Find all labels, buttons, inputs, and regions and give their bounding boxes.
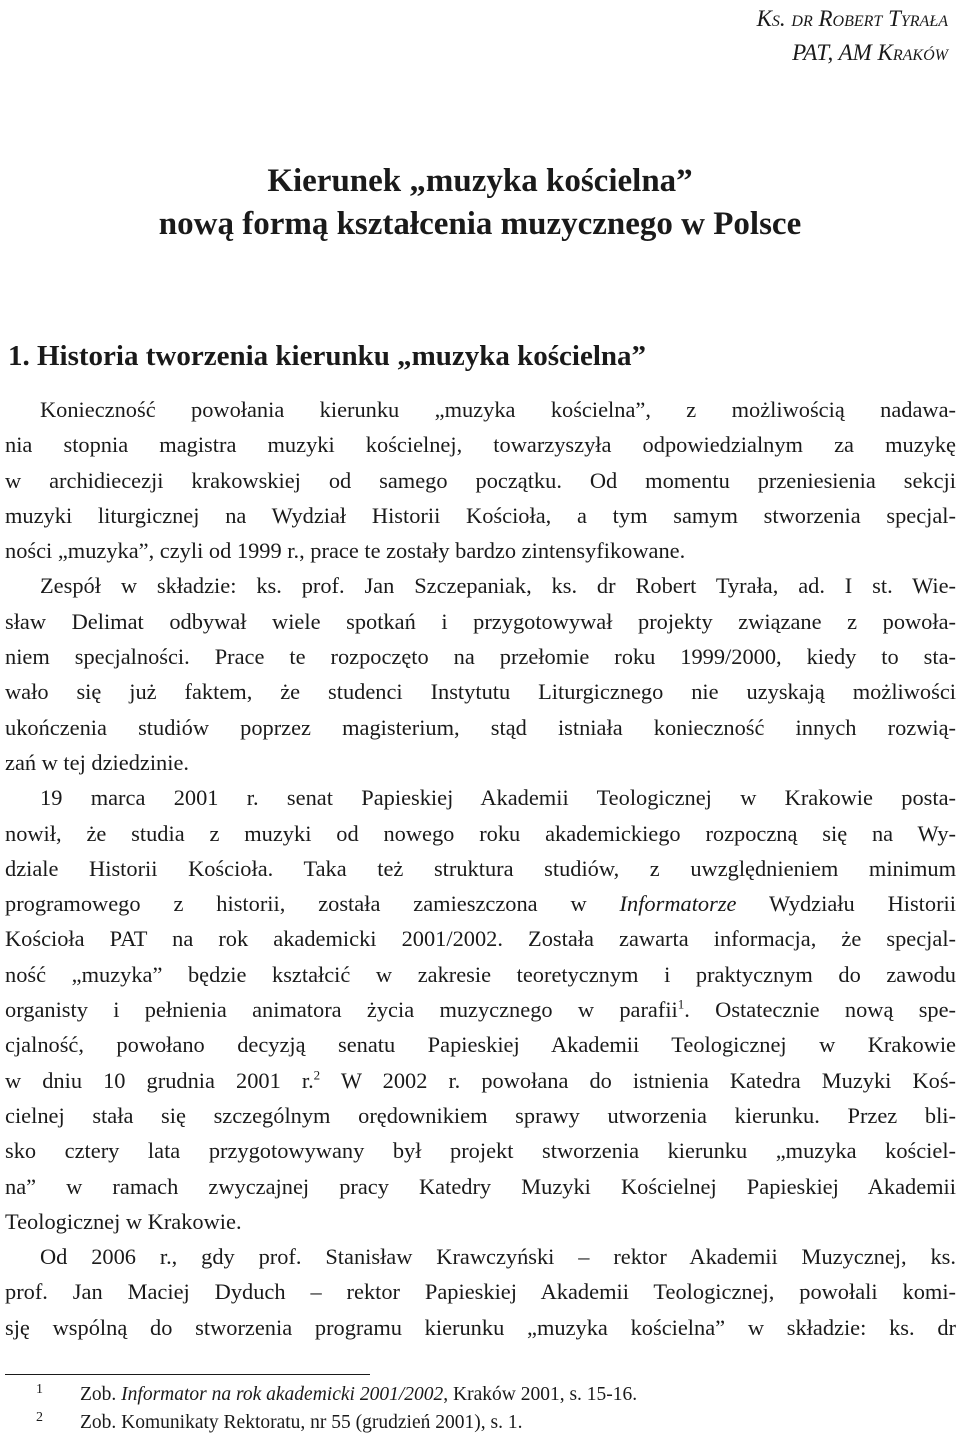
footnote-ref[interactable]: 1 [677, 996, 685, 1012]
body-line: cielnej stała się szczególnym orędownikiem sprawy utworzenia kierunku. Przez bli- [5, 1102, 956, 1128]
publication-title: Informatorze [619, 891, 737, 917]
author-block [757, 2, 948, 70]
body-line: sław Delimat odbywał wiele spotkań i przygotowywał projekty związane z powoła- [5, 608, 956, 634]
body-line [5, 1063, 956, 1098]
footnote-ref[interactable]: 2 [313, 1067, 321, 1083]
body-line: dziale Historii Kościoła. Taka też struktura studiów, z uwzględnieniem minimum [5, 855, 956, 881]
body-text: organisty i pełnienia animatora życia muzycznego w parafii [5, 997, 678, 1023]
body-line: Zespół w składzie: ks. prof. Jan Szczepaniak, ks. dr Robert Tyrała, ad. I st. Wie- [40, 573, 956, 599]
body-text: Wydziału Historii [736, 891, 956, 917]
body-line: sko cztery lata przygotowywany był projekt stworzenia kierunku „muzyka kościel- [5, 1138, 956, 1164]
body-line: niem specjalności. Prace te rozpoczęto na przełomie roku 1999/2000, kiedy to sta- [5, 644, 956, 670]
body-text: w dniu 10 grudnia 2001 r. [5, 1067, 314, 1093]
footnote-text-part: Zob. [80, 1384, 122, 1405]
author-name: Ks. dr Robert Tyrała [756, 6, 948, 31]
body-line: Od 2006 r., gdy prof. Stanisław Krawczyński – rektor Akademii Muzycznej, ks. [40, 1244, 956, 1270]
article-title [0, 160, 960, 246]
body-line: Teologicznej w Krakowie. [5, 1208, 242, 1234]
body-line: ność „muzyka” będzie kształcić w zakresie teoretycznym i praktycznym do zawodu [5, 961, 956, 987]
body-line: muzyki liturgicznej na Wydział Historii Kościoła, a tym samym stworzenia specjal- [5, 502, 956, 528]
body-line [5, 992, 956, 1027]
body-line: w archidiecezji krakowskiej od samego początku. Od momentu przeniesienia sekcji [5, 467, 956, 493]
article-title-line-2: nową formą kształcenia muzycznego w Polsce [158, 206, 802, 242]
body-line: ukończenia studiów poprzez magisterium, stąd istniała konieczność innych rozwią- [5, 714, 956, 740]
body-line: nowił, że studia z muzyki od nowego roku akademickiego rozpoczną się na Wy- [5, 820, 956, 846]
footnote-divider [5, 1374, 370, 1375]
article-title-line-1: Kierunek „muzyka kościelna” [267, 163, 693, 199]
body-line: sję wspólną do stworzenia programu kierunku „muzyka kościelna” w składzie: ks. dr [5, 1314, 956, 1340]
section-heading: 1. Historia tworzenia kierunku „muzyka kościelna” [8, 340, 647, 372]
body-line: na” w ramach zwyczajnej pracy Katedry Muzyki Kościelnej Papieskiej Akademii [5, 1173, 956, 1199]
body-line: wało się już faktem, że studenci Instytutu Liturgicznego nie uzyskają możliwości [5, 679, 956, 705]
body-text: W 2002 r. powołana do istnienia Katedra Muzyki Koś- [320, 1067, 956, 1093]
publication-title: Informator na rok akademicki 2001/2002 [121, 1384, 444, 1405]
article-body [5, 392, 956, 1345]
body-line: nia stopnia magistra muzyki kościelnej, towarzyszyła odpowiedzialnym za muzykę [5, 432, 956, 458]
body-text: programowego z historii, została zamieszczona w [5, 891, 620, 917]
author-affiliation: PAT, AM Kraków [792, 40, 948, 65]
footnote: 1 Zob. Informator na rok akademicki 2001/2002, Kraków 2001, s. 15-16. [36, 1381, 638, 1405]
body-text: . Ostatecznie nową spe- [684, 997, 956, 1023]
body-line: Kościoła PAT na rok akademicki 2001/2002. Została zawarta informacja, że specjal- [5, 926, 956, 952]
body-line: Konieczność powołania kierunku „muzyka kościelna”, z możliwością nadawa- [40, 397, 956, 422]
footnote-text-part: Zob. Komunikaty Rektoratu, nr 55 (grudzień 2001), s. 1. [80, 1412, 523, 1433]
footnote-text [80, 1384, 637, 1405]
body-line: cjalność, powołano decyzją senatu Papieskiej Akademii Teologicznej w Krakowie [5, 1032, 956, 1058]
body-line [5, 886, 956, 921]
body-line: 19 marca 2001 r. senat Papieskiej Akademii Teologicznej w Krakowie posta- [40, 785, 956, 811]
body-line: zań w tej dziedzinie. [5, 749, 190, 775]
footnote-text-part: , Kraków 2001, s. 15-16. [443, 1384, 638, 1405]
body-line: prof. Jan Maciej Dyduch – rektor Papieskiej Akademii Teologicznej, powołali komi- [5, 1279, 956, 1305]
footnote-text [80, 1412, 522, 1433]
footnote: 2 Zob. Komunikaty Rektoratu, nr 55 (grudzień 2001), s. 1. [36, 1409, 523, 1433]
body-line: ności „muzyka”, czyli od 1999 r., prace te zostały bardzo zintensyfikowane. [5, 538, 686, 564]
